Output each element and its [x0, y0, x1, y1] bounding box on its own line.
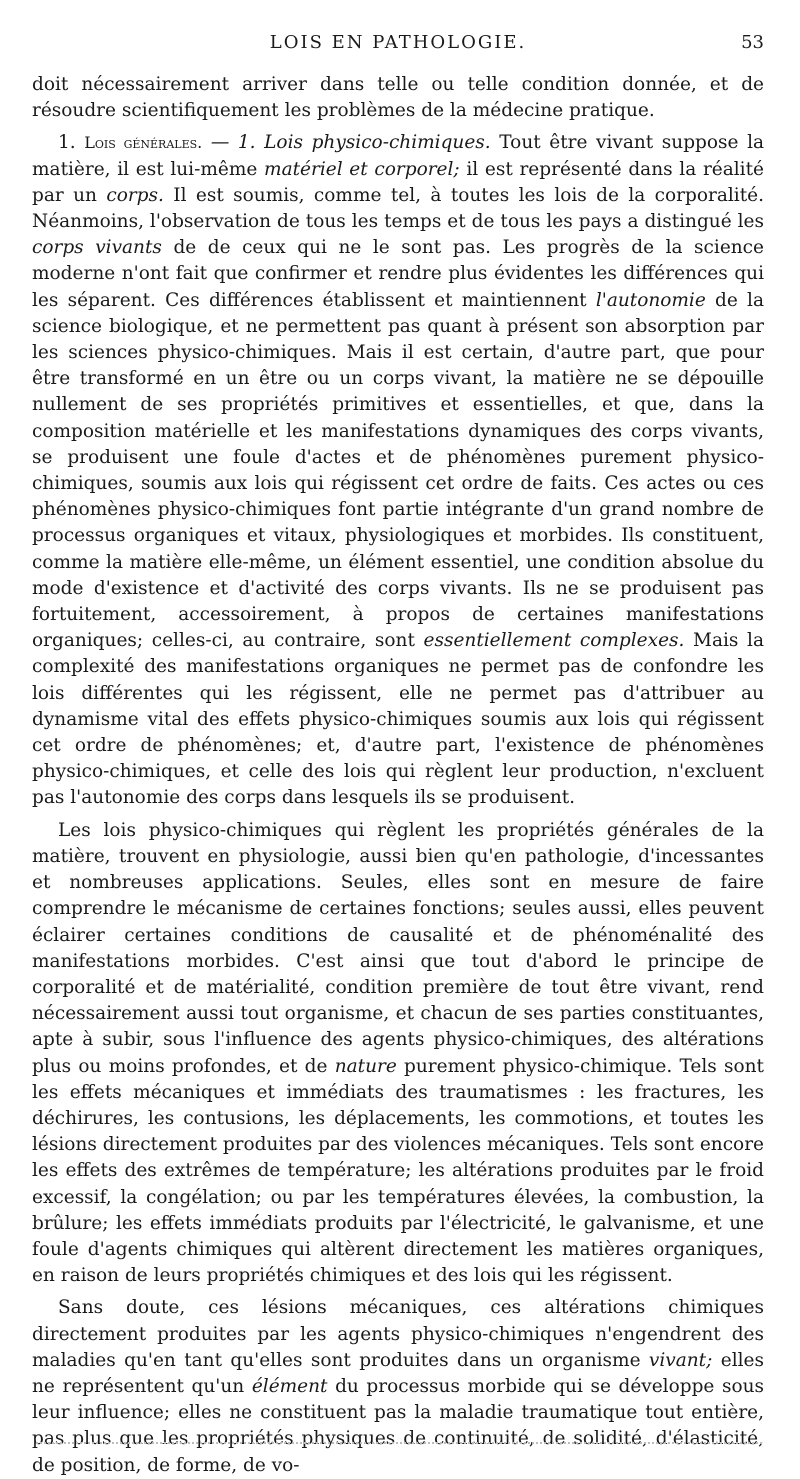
body-text	[32, 72, 764, 1479]
paragraph-text: Les lois physico-chimiques qui règlent les propriétés générales de la matière, trouvent en physiologie, aussi bien qu'en pathologie, d'incessantes et nombreuses applications. Seules, elles sont en mesure de faire comprendre le mécanisme de certaines fonctions; seules aussi, elles peuvent éclairer certaines conditions de causalité et de phénoménalité des manifestations morbides. C'est ainsi que tout d'abord le principe de corporalité et de matérialité, condition première de tout être vivant, rend nécessairement aussi tout organisme, et chacun de ses parties constituantes, apte à subir, sous l'influence des agents physico-chimiques, des altérations plus ou moins profondes, et de	[32, 819, 764, 1077]
paragraph-text: Tout être vivant suppose la matière, il est lui-même	[32, 132, 765, 180]
running-header	[32, 28, 764, 64]
running-title: LOIS EN PATHOLOGIE.	[269, 32, 527, 53]
section-number: 1.	[58, 132, 76, 154]
paragraph-applications	[32, 818, 764, 1290]
paragraph-text: elles ne représentent qu'un	[32, 1349, 764, 1397]
emphasis-text: vivant;	[648, 1349, 713, 1371]
page-number: 53	[741, 32, 764, 53]
page-bottom-dotted-rule	[36, 1440, 762, 1444]
emphasis-text: corps vivants	[32, 237, 162, 259]
paragraph-text: de de ceux qui ne le sont pas. Les progrès de la science moderne n'ont fait que confirmer et rendre plus évidentes les différences qui les séparent. Ces différences établissent et maintiennent	[32, 237, 764, 311]
emphasis-text: l'autonomie	[595, 289, 706, 311]
emphasis-text: essentiellement complexes.	[423, 630, 685, 652]
paragraph-sans-doute	[32, 1295, 764, 1478]
emphasis-text: élément	[251, 1375, 328, 1397]
book-page	[32, 28, 764, 1479]
paragraph-text: du processus morbide qui se développe sous leur influence; elles ne constituent pas la maladie traumatique tout entière, pas plus que les propriétés physiques de continuité, de solidité, d'élasticité, de position, de forme, de vo-	[32, 1375, 764, 1476]
paragraph-text: de la science biologique, et ne permettent pas quant à présent son absorption par les sciences physico-chimiques. Mais il est certain, d'autre part, que pour être transformé en un être ou un corps vivant, la matière ne se dépouille nullement de ses propriétés primitives et essentielles, et que, dans la composition matérielle et les manifestations dynamiques des corps vivants, se produisent une foule d'actes et de phénomènes purement physico-chimiques, soumis aux lois qui régissent cet ordre de faits. Ces actes ou ces phénomènes physico-chimiques font partie intégrante d'un grand nombre de processus organiques et vitaux, physiologiques et morbides. Ils constituent, comme la matière elle-même, un élément essentiel, une condition absolue du mode d'existence et d'activité des corps vivants. Ils ne se produisent pas fortuitement, accessoirement, à propos de certaines manifestations organiques; celles-ci, au contraire, sont	[32, 289, 764, 652]
sub-heading: — 1. Lois physico-chimiques.	[210, 132, 491, 154]
paragraph-continuation	[32, 72, 764, 124]
emphasis-text: nature	[334, 1055, 397, 1077]
paragraph-text: purement physico-chimique. Tels sont les effets mécaniques et immédiats des traumatismes : les fractures, les déchirures, les contusions, les déplacements, les commotions, et toutes les lésions directement produites par des violences mécaniques. Tels sont encore les effets des extrêmes de température; les altérations produites par le froid excessif, la congélation; ou par les températures élevées, la combustion, la brûlure; les effets immédiats produits par l'électricité, le galvanisme, et une foule d'agents chimiques qui altèrent directement les matières organiques, en raison de leurs propriétés chimiques et des lois qui les régissent.	[32, 1055, 764, 1287]
section-label: Lois générales.	[84, 133, 203, 153]
paragraph-text: il est représenté dans la réalité par un	[32, 158, 764, 206]
paragraph-text: Mais la complexité des manifestations organiques ne permet pas de confondre les lois différentes qui les régissent, elle ne permet pas d'attribuer au dynamisme vital des effets physico-chimiques soumis aux lois qui régissent cet ordre de phénomènes; et, d'autre part, l'existence de phénomènes physico-chimiques, et celle des lois qui règlent leur production, n'excluent pas l'autonomie des corps dans lesquels ils se produisent.	[32, 630, 764, 809]
paragraph-text: Il est soumis, comme tel, à toutes les lois de la corporalité. Néanmoins, l'observation de tous les temps et de tous les pays a distingué les	[32, 184, 764, 233]
emphasis-text: matériel et corporel;	[264, 158, 460, 180]
paragraph-text: Sans doute, ces lésions mécaniques, ces altérations chimiques directement produites par les agents physico-chimiques n'engendrent des maladies qu'en tant qu'elles sont produites dans un organisme	[32, 1297, 764, 1371]
paragraph-section-1	[32, 130, 764, 811]
emphasis-text: corps.	[106, 184, 164, 206]
paragraph-text: doit nécessairement arriver dans telle ou telle condition donnée, et de résoudre scientifiquement les problèmes de la médecine pratique.	[32, 74, 764, 122]
